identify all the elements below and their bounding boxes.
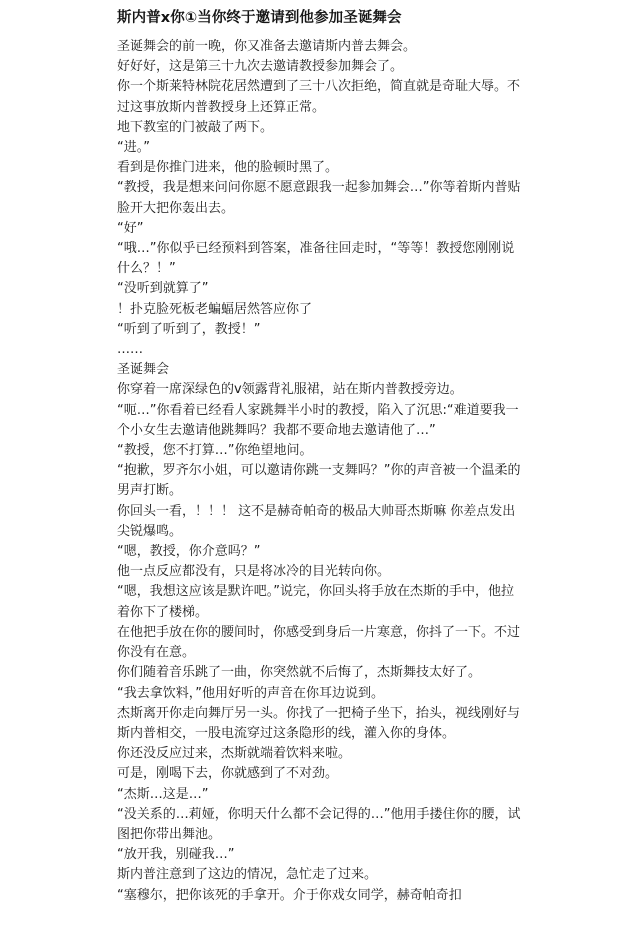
paragraph: 好好好，这是第三十九次去邀请教授参加舞会了。: [117, 59, 404, 75]
paragraph: 你们随着音乐跳了一曲，你突然就不后悔了，杰斯舞技太好了。: [117, 665, 482, 681]
paragraph: 他一点反应都没有，只是将冰冷的目光转向你。: [117, 564, 391, 580]
paragraph: “嗯，教授，你介意吗？”: [117, 544, 261, 560]
paragraph: “杰斯…这是…”: [117, 786, 209, 802]
paragraph: ！扑克脸死板老蝙蝠居然答应你了: [117, 301, 313, 317]
paragraph: “没关系的…莉娅，你明天什么都不会记得的…”他用手搂住你的腰，试图把你带出舞池。: [117, 806, 521, 842]
paragraph: 斯内普注意到了这边的情况，急忙走了过来。: [117, 867, 378, 883]
paragraph: “教授，我是想来问问你愿不愿意跟我一起参加舞会…”你等着斯内普贴脸开大把你轰出去。: [117, 180, 521, 216]
article-title: 斯内普x你①当你终于邀请到他参加圣诞舞会: [117, 10, 402, 26]
paragraph: “进。”: [117, 140, 150, 156]
paragraph: 你一个斯莱特林院花居然遭到了三十八次拒绝，简直就是奇耻大辱。不过这事放斯内普教授身上还算正常。: [117, 79, 521, 115]
paragraph: “听到了听到了，教授！”: [117, 321, 261, 337]
paragraph: “教授，您不打算…”你绝望地问。: [117, 443, 313, 459]
paragraph: “塞穆尔，把你该死的手拿开。介于你戏女同学，赫奇帕奇扣: [117, 887, 462, 903]
paragraph: 杰斯离开你走向舞厅另一头。你找了一把椅子坐下，抬头，视线刚好与斯内普相交，一股电流穿过这条隐形的线，灌入你的身体。: [117, 705, 521, 741]
paragraph: “没听到就算了”: [117, 281, 209, 297]
paragraph: 你回头一看，！！！ 这不是赫奇帕奇的极品大帅哥杰斯嘛 你差点发出尖锐爆鸣。: [117, 503, 516, 539]
paragraph: “我去拿饮料，”他用好听的声音在你耳边说到。: [117, 685, 384, 701]
paragraph: “放开我，别碰我…”: [117, 847, 235, 863]
paragraph: 地下教室的门被敲了两下。: [117, 119, 274, 135]
paragraph: 圣诞舞会的前一晚，你又准备去邀请斯内普去舞会。: [117, 39, 417, 54]
paragraph: 你穿着一席深绿色的v领露背礼服裙，站在斯内普教授旁边。: [117, 382, 463, 398]
paragraph: “好”: [117, 220, 144, 236]
paragraph: 在他把手放在你的腰间时，你感受到身后一片寒意，你抖了一下。不过你没有在意。: [117, 624, 521, 661]
paragraph: ……: [117, 342, 143, 358]
paragraph: “嗯，我想这应该是默许吧。”说完，你回头将手放在杰斯的手中，他拉着你下了楼梯。: [117, 584, 514, 620]
paragraph: “哦…”你似乎已经预料到答案，准备往回走时，“等等！教授您刚刚说什么？！”: [117, 241, 515, 277]
paragraph: 看到是你推门进来，他的脸顿时黑了。: [117, 160, 339, 176]
paragraph: 你还没反应过来，杰斯就端着饮料来啦。: [117, 746, 352, 762]
paragraph: 圣诞舞会: [117, 362, 170, 378]
paragraph: “抱歉，罗齐尔小姐，可以邀请你跳一支舞吗？”你的声音被一个温柔的男声打断。: [117, 463, 521, 499]
article-body: [117, 37, 523, 906]
paragraph: “呃…”你看着已经看人家跳舞半小时的教授，陷入了沉思:“难道要我一个小女生去邀请他跳舞吗？我都不要命地去邀请他了…”: [117, 402, 519, 438]
paragraph: 可是，刚喝下去，你就感到了不对劲。: [117, 766, 339, 782]
article: [117, 8, 523, 906]
